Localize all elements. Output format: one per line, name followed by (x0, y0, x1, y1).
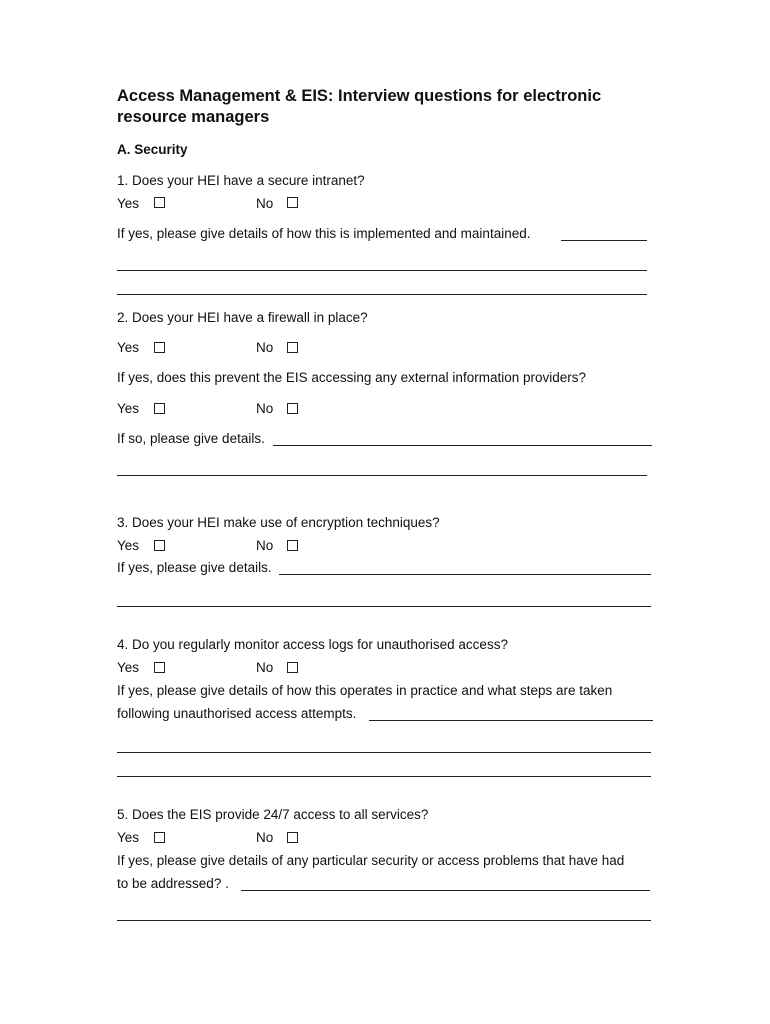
q5-question: 5. Does the EIS provide 24/7 access to all services? (117, 807, 429, 822)
page-title (117, 86, 601, 128)
q4-answer-line[interactable] (117, 776, 651, 777)
q2-answer-line[interactable] (117, 475, 647, 476)
q4-question: 4. Do you regularly monitor access logs for unauthorised access? (117, 637, 508, 652)
q5-details-line-2: to be addressed? . (117, 876, 229, 891)
q3-answer-line[interactable] (117, 606, 651, 607)
q3-no-label: No (256, 538, 274, 553)
q1-answer-line[interactable] (117, 294, 647, 295)
q2b-no-checkbox[interactable] (287, 403, 298, 414)
q2-no-label: No (256, 340, 274, 355)
q5-details-line-1: If yes, please give details of any particular security or access problems that have had (117, 853, 625, 868)
q2b-no-label: No (256, 401, 274, 416)
q4-no-label: No (256, 660, 274, 675)
q1-no-checkbox[interactable] (287, 197, 298, 208)
q3-yes-label: Yes (117, 538, 140, 553)
q4-details-line-2: following unauthorised access attempts. (117, 706, 357, 721)
q3-yes-checkbox[interactable] (154, 540, 165, 551)
section-heading: A. Security (117, 142, 188, 157)
q3-no-checkbox[interactable] (287, 540, 298, 551)
q1-answer-line[interactable] (117, 270, 647, 271)
q3-details: If yes, please give details. (117, 560, 272, 575)
q1-yes-checkbox[interactable] (154, 197, 165, 208)
q5-no-checkbox[interactable] (287, 832, 298, 843)
q5-no-label: No (256, 830, 274, 845)
q4-no-checkbox[interactable] (287, 662, 298, 673)
q2-followup: If yes, does this prevent the EIS accessing any external information providers? (117, 370, 586, 385)
q2-answer-line[interactable] (273, 445, 652, 446)
title-line-1: Access Management & EIS: Interview questions for electronic (117, 87, 602, 105)
q4-answer-line[interactable] (117, 752, 651, 753)
title-line-2: resource managers (117, 108, 270, 126)
q2b-yes-checkbox[interactable] (154, 403, 165, 414)
q1-answer-line[interactable] (561, 240, 647, 241)
q2b-yes-label: Yes (117, 401, 140, 416)
q5-answer-line[interactable] (241, 890, 650, 891)
q5-yes-label: Yes (117, 830, 140, 845)
q2-no-checkbox[interactable] (287, 342, 298, 353)
q4-yes-label: Yes (117, 660, 140, 675)
q3-question: 3. Does your HEI make use of encryption techniques? (117, 515, 440, 530)
q1-question: 1. Does your HEI have a secure intranet? (117, 173, 365, 188)
q5-yes-checkbox[interactable] (154, 832, 165, 843)
q1-followup: If yes, please give details of how this is implemented and maintained. (117, 226, 531, 241)
q2-question: 2. Does your HEI have a firewall in place? (117, 310, 368, 325)
q2-yes-checkbox[interactable] (154, 342, 165, 353)
q4-details-line-1: If yes, please give details of how this operates in practice and what steps are taken (117, 683, 613, 698)
q4-answer-line[interactable] (369, 720, 653, 721)
q1-yes-label: Yes (117, 196, 140, 211)
q2-yes-label: Yes (117, 340, 140, 355)
q3-answer-line[interactable] (279, 574, 651, 575)
q4-yes-checkbox[interactable] (154, 662, 165, 673)
q2-details: If so, please give details. (117, 431, 265, 446)
q1-no-label: No (256, 196, 274, 211)
q5-answer-line[interactable] (117, 920, 651, 921)
